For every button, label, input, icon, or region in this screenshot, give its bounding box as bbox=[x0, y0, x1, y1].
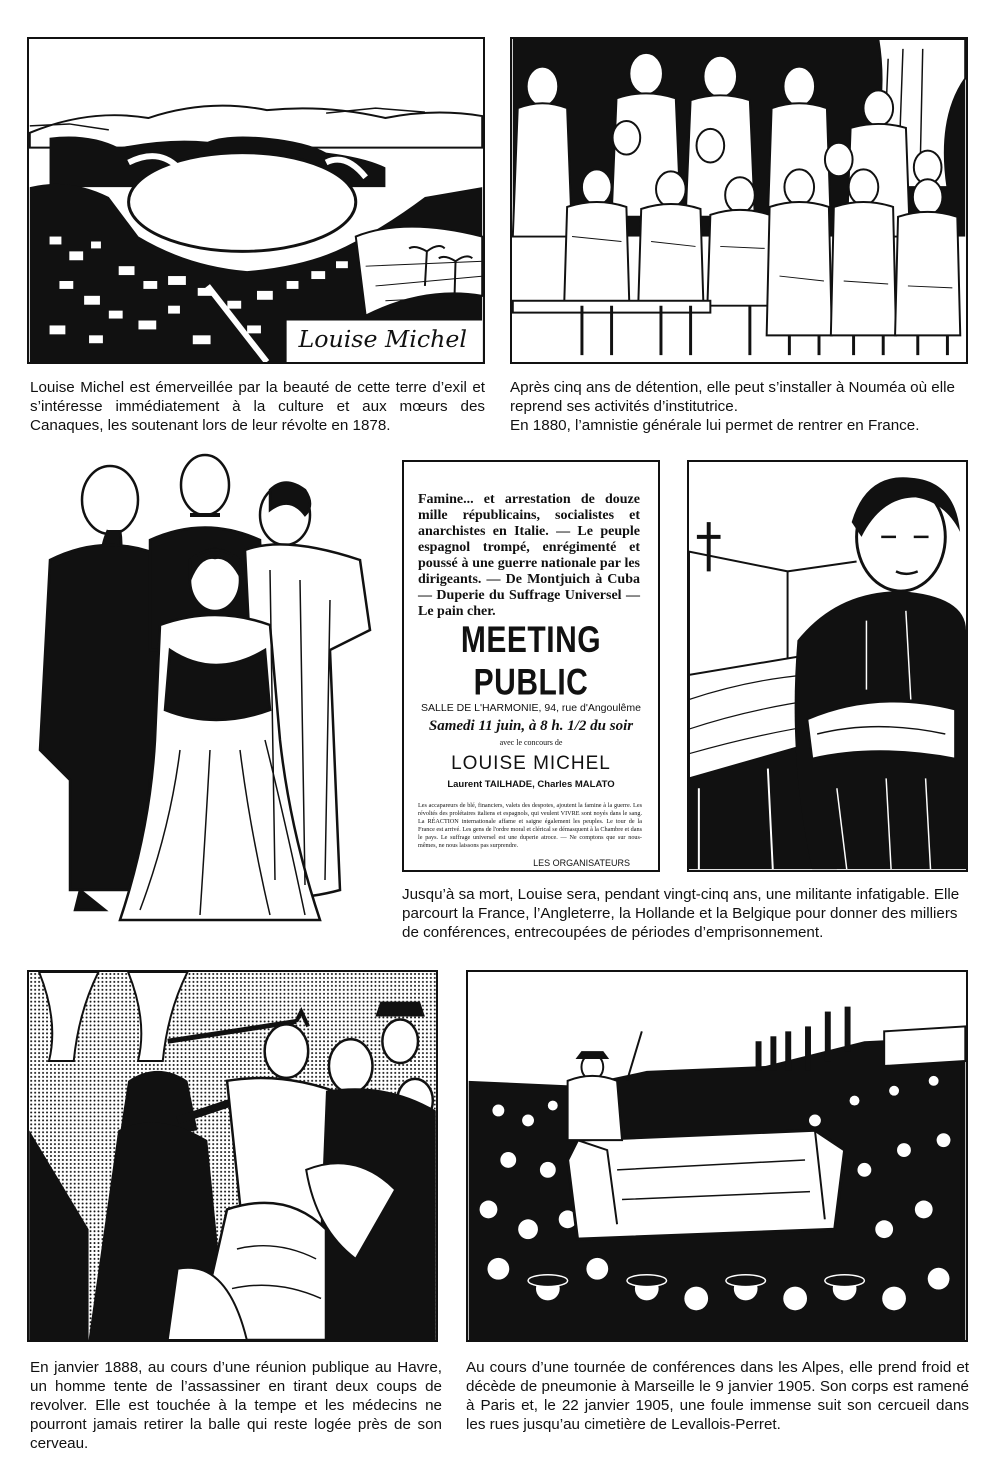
caption-noumea-line-2: En 1880, l’amnistie générale lui permet de rentrer en France. bbox=[510, 417, 920, 434]
classroom-children-illustration bbox=[512, 39, 966, 362]
caption-exile bbox=[30, 378, 485, 435]
panel-assassination bbox=[27, 970, 438, 1342]
poster-venue: SALLE DE L'HARMONIE, 94, rue d'Angoulême bbox=[421, 702, 641, 714]
caption-noumea-line-1: Après cinq ans de détention, elle peut s’installer à Nouméa où elle reprend ses activités d’institutrice. bbox=[510, 379, 955, 415]
assassination-attempt-illustration bbox=[29, 972, 436, 1340]
caption-havre-text: En janvier 1888, au cours d’une réunion publique au Havre, un homme tente de l’assassiner en tirant deux coups de revolver. Elle est touchée à la tempe et les médecins ne pourront jamais retirer la balle qui reste logée près de son cerveau. bbox=[30, 1359, 442, 1452]
poster-date: Samedi 11 juin, à 8 h. 1/2 du soir bbox=[428, 718, 634, 734]
poster-co-speakers: Laurent TAILHADE, Charles MALATO bbox=[447, 779, 615, 790]
poster-speaker: LOUISE MICHEL bbox=[451, 753, 611, 774]
funeral-crowd-illustration bbox=[468, 972, 966, 1340]
caption-militant-text: Jusqu’à sa mort, Louise sera, pendant vingt-cinq ans, une militante infatigable. Elle parcourt la France, l’Angleterre, la Hollande et la Belgique pour donner des milliers de conférences, entrecoupées de périodes d’emprisonnement. bbox=[402, 886, 960, 941]
louise-portrait-illustration bbox=[689, 462, 966, 870]
signature-text: Louise Michel bbox=[298, 325, 467, 354]
caption-funeral-text: Au cours d’une tournée de conférences dans les Alpes, elle prend froid et décède de pneumonie à Marseille le 9 janvier 1905. Son corps est ramené à Paris et, le 22 janvier 1905, une foule immense suit son cercueil dans les rues jusqu’au cimetière de Levallois-Perret. bbox=[466, 1359, 969, 1433]
panel-group-portrait bbox=[30, 450, 390, 945]
panel-louise-portrait bbox=[687, 460, 968, 872]
caption-funeral bbox=[466, 1358, 969, 1434]
panel-funeral bbox=[466, 970, 968, 1342]
group-portrait-illustration bbox=[30, 450, 390, 945]
poster-body-text: Les accapareurs de blé, financiers, valets des despotes, ajoutent la famine à la guerre. Les révoltés des prolétaires italiens et espagnols, qui veulent VIVRE sont noyés dans le sang. La RÉACTION internationale affame et saigne également les peuples. Le tour de la France est arrivé. Les gens de l'ordre moral et clérical se démasquent à la Chambre et dans le pays. Le suffrage universel est une duperie atroce. — Ne comptons que sur nous-mêmes, ne nous laissons pas surprendre. bbox=[418, 802, 642, 849]
noumea-landscape-illustration bbox=[29, 39, 483, 362]
poster-title: MEETING PUBLIC bbox=[460, 619, 602, 704]
poster-organizers: LES ORGANISATEURS bbox=[533, 858, 630, 868]
poster-headline: Famine... et arrestation de douze mille républicains, socialistes et anarchistes en Italie. — Le peuple espagnol trompé, enrégimenté et poussé à une guerre nationale par les dirigeants. — De Montjuich à Cuba — Duperie du Suffrage Universel — Le pain cher. bbox=[418, 492, 640, 619]
caption-exile-text: Louise Michel est émerveillée par la beauté de cette terre d’exil et s’intéresse immédiatement à la culture et aux mœurs des Canaques, les soutenant lors de leur révolte en 1878. bbox=[30, 379, 485, 434]
caption-militant bbox=[402, 885, 970, 942]
meeting-public-poster bbox=[402, 460, 660, 872]
caption-havre bbox=[30, 1358, 442, 1453]
panel-noumea-drawing bbox=[27, 37, 485, 364]
poster-concours: avec le concours de bbox=[499, 738, 563, 747]
caption-noumea bbox=[510, 378, 970, 435]
panel-school-photo bbox=[510, 37, 968, 364]
